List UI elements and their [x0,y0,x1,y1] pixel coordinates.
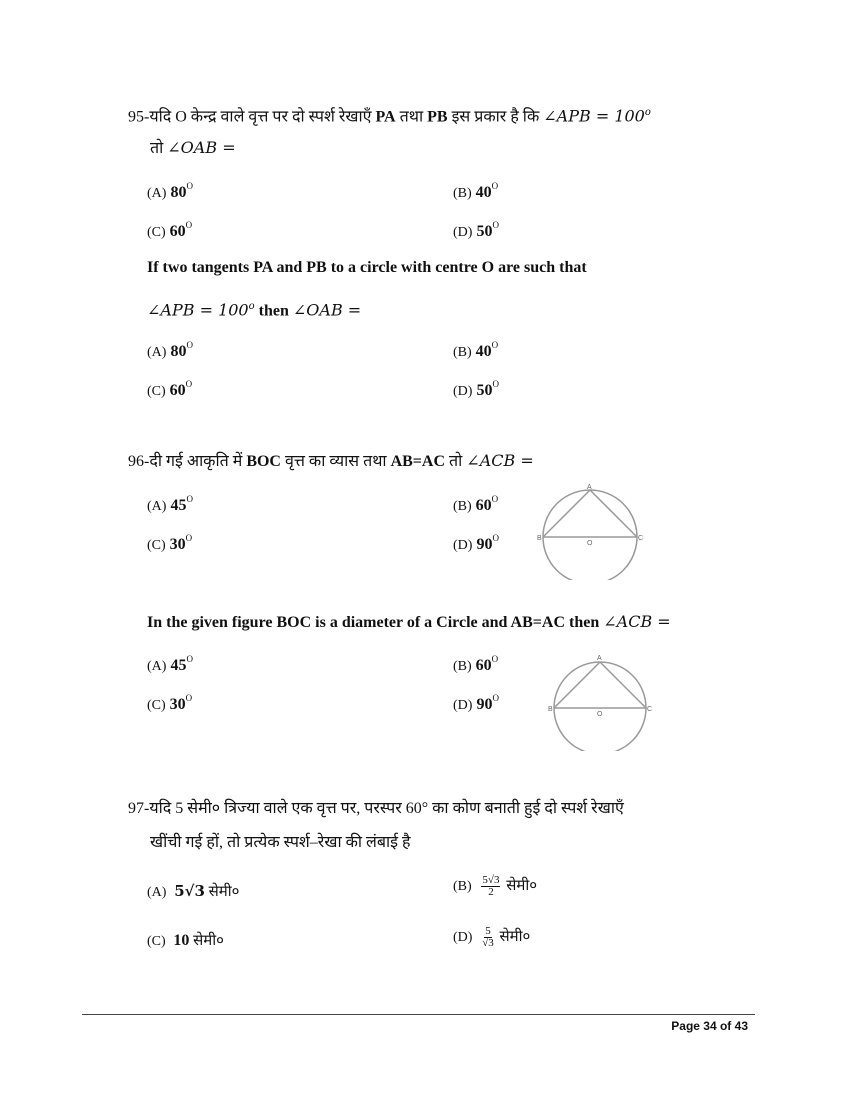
q96-en-option-c[interactable]: (C) $30^O$ [147,693,193,713]
q95-hindi-line2 [150,138,236,159]
q96-option-c[interactable]: (C) $30^O$ [147,533,193,553]
figure-label-c: C [638,535,644,542]
q95-hindi-text: यदि O केन्द्र वाले वृत्त पर दो स्पर्श रेखाएँ [149,108,372,126]
q96-english-text: In the given figure BOC is a diameter of a Circle and AB=AC then [147,614,600,631]
q95-en-option-b[interactable]: (B) $40^O$ [453,340,499,360]
figure-label-o: O [597,711,603,718]
q97-hindi-line2: खींची गई हों, तो प्रत्येक स्पर्श–रेखा की लंबाई है [150,834,411,851]
figure-label-o: O [587,540,593,547]
q95-en-deg: o [248,301,255,312]
q95-angle-apb: ∠APB = 100 [543,106,645,126]
q95-en-angle-oab: ∠OAB = [292,300,362,320]
page-number: Page 34 of 43 [671,1019,748,1033]
q95-tatha: तथा [399,108,424,126]
q95-en-then: then [258,302,289,320]
q96-en-option-b[interactable]: (B) $60^O$ [453,654,499,674]
figure-circle [554,662,646,751]
q97-option-d[interactable]: (D) $\frac{5}{√3}$ सेमी० [453,925,531,949]
q95-en-option-a[interactable]: (A) $80^O$ [147,340,193,360]
q95-deg: o [644,107,651,118]
q97-option-d-fraction: $\frac{5}{√3}$ [482,925,494,949]
q95-number: 95- [128,108,150,126]
q97-option-c[interactable]: (C) 10 सेमी० [147,932,224,949]
figure-label-b: B [548,706,553,713]
footer-divider [82,1014,755,1015]
q95-option-d[interactable]: (D) $50^O$ [453,220,499,240]
q95-option-a[interactable]: (A) $80^O$ [147,181,193,201]
q96-en-angle-acb: ∠ACB = [603,612,671,631]
q96-to: तो [449,453,463,470]
figure-label-c: C [647,706,653,713]
q96-hindi-line [128,451,534,472]
q95-english-line2 [147,297,361,321]
q95-en-option-c[interactable]: (C) $60^O$ [147,379,193,399]
q96-hindi-mid: वृत्त का व्यास तथा [284,453,387,470]
q97-number: 97- [128,800,150,817]
figure-label-b: B [537,535,542,542]
q96-option-b[interactable]: (B) $60^O$ [453,494,499,514]
q96-abac: AB=AC [390,453,446,470]
q96-number: 96- [128,453,150,470]
q96-option-a[interactable]: (A) $45^O$ [147,494,193,514]
q96-angle-acb: ∠ACB = [466,451,534,470]
q95-en-option-d[interactable]: (D) $50^O$ [453,379,499,399]
q96-english-line [147,612,671,633]
q97-option-b[interactable]: (B) $\frac{5√3}{2}$ सेमी० [453,874,538,898]
q97-option-a[interactable]: (A) 5√3 सेमी० [147,882,240,900]
q97-hindi-text1: यदि 5 सेमी० त्रिज्या वाले एक वृत्त पर, परस्पर 60° का कोण बनाती हुई दो स्पर्श रेखाएँ [149,800,624,817]
q96-circle-figure-english [545,651,655,751]
q96-hindi-pre: दी गई आकृति में [149,453,243,470]
q95-hindi-post: इस प्रकार है कि [451,108,540,126]
q95-pa: PA [375,108,396,126]
q96-option-d[interactable]: (D) $90^O$ [453,533,499,553]
q95-en-angle-apb: ∠APB = 100 [147,300,249,320]
q95-pb: PB [427,108,448,126]
figure-circle [543,490,637,580]
q95-option-b[interactable]: (B) $40^O$ [453,181,499,201]
q95-option-c[interactable]: (C) $60^O$ [147,220,193,240]
q97-option-b-fraction: $\frac{5√3}{2}$ [482,874,500,898]
q96-circle-figure [535,480,645,580]
q95-english-line1: If two tangents PA and PB to a circle with centre O are such that [147,259,587,276]
figure-label-a: A [597,655,602,662]
q95-to: तो [150,140,164,157]
q96-boc: BOC [246,453,281,470]
q96-en-option-d[interactable]: (D) $90^O$ [453,693,499,713]
q96-en-option-a[interactable]: (A) $45^O$ [147,654,193,674]
figure-label-a: A [587,484,592,491]
q97-hindi-line1 [128,799,624,819]
q95-hindi-line1 [128,103,651,127]
q95-angle-oab: ∠OAB = [167,138,236,157]
